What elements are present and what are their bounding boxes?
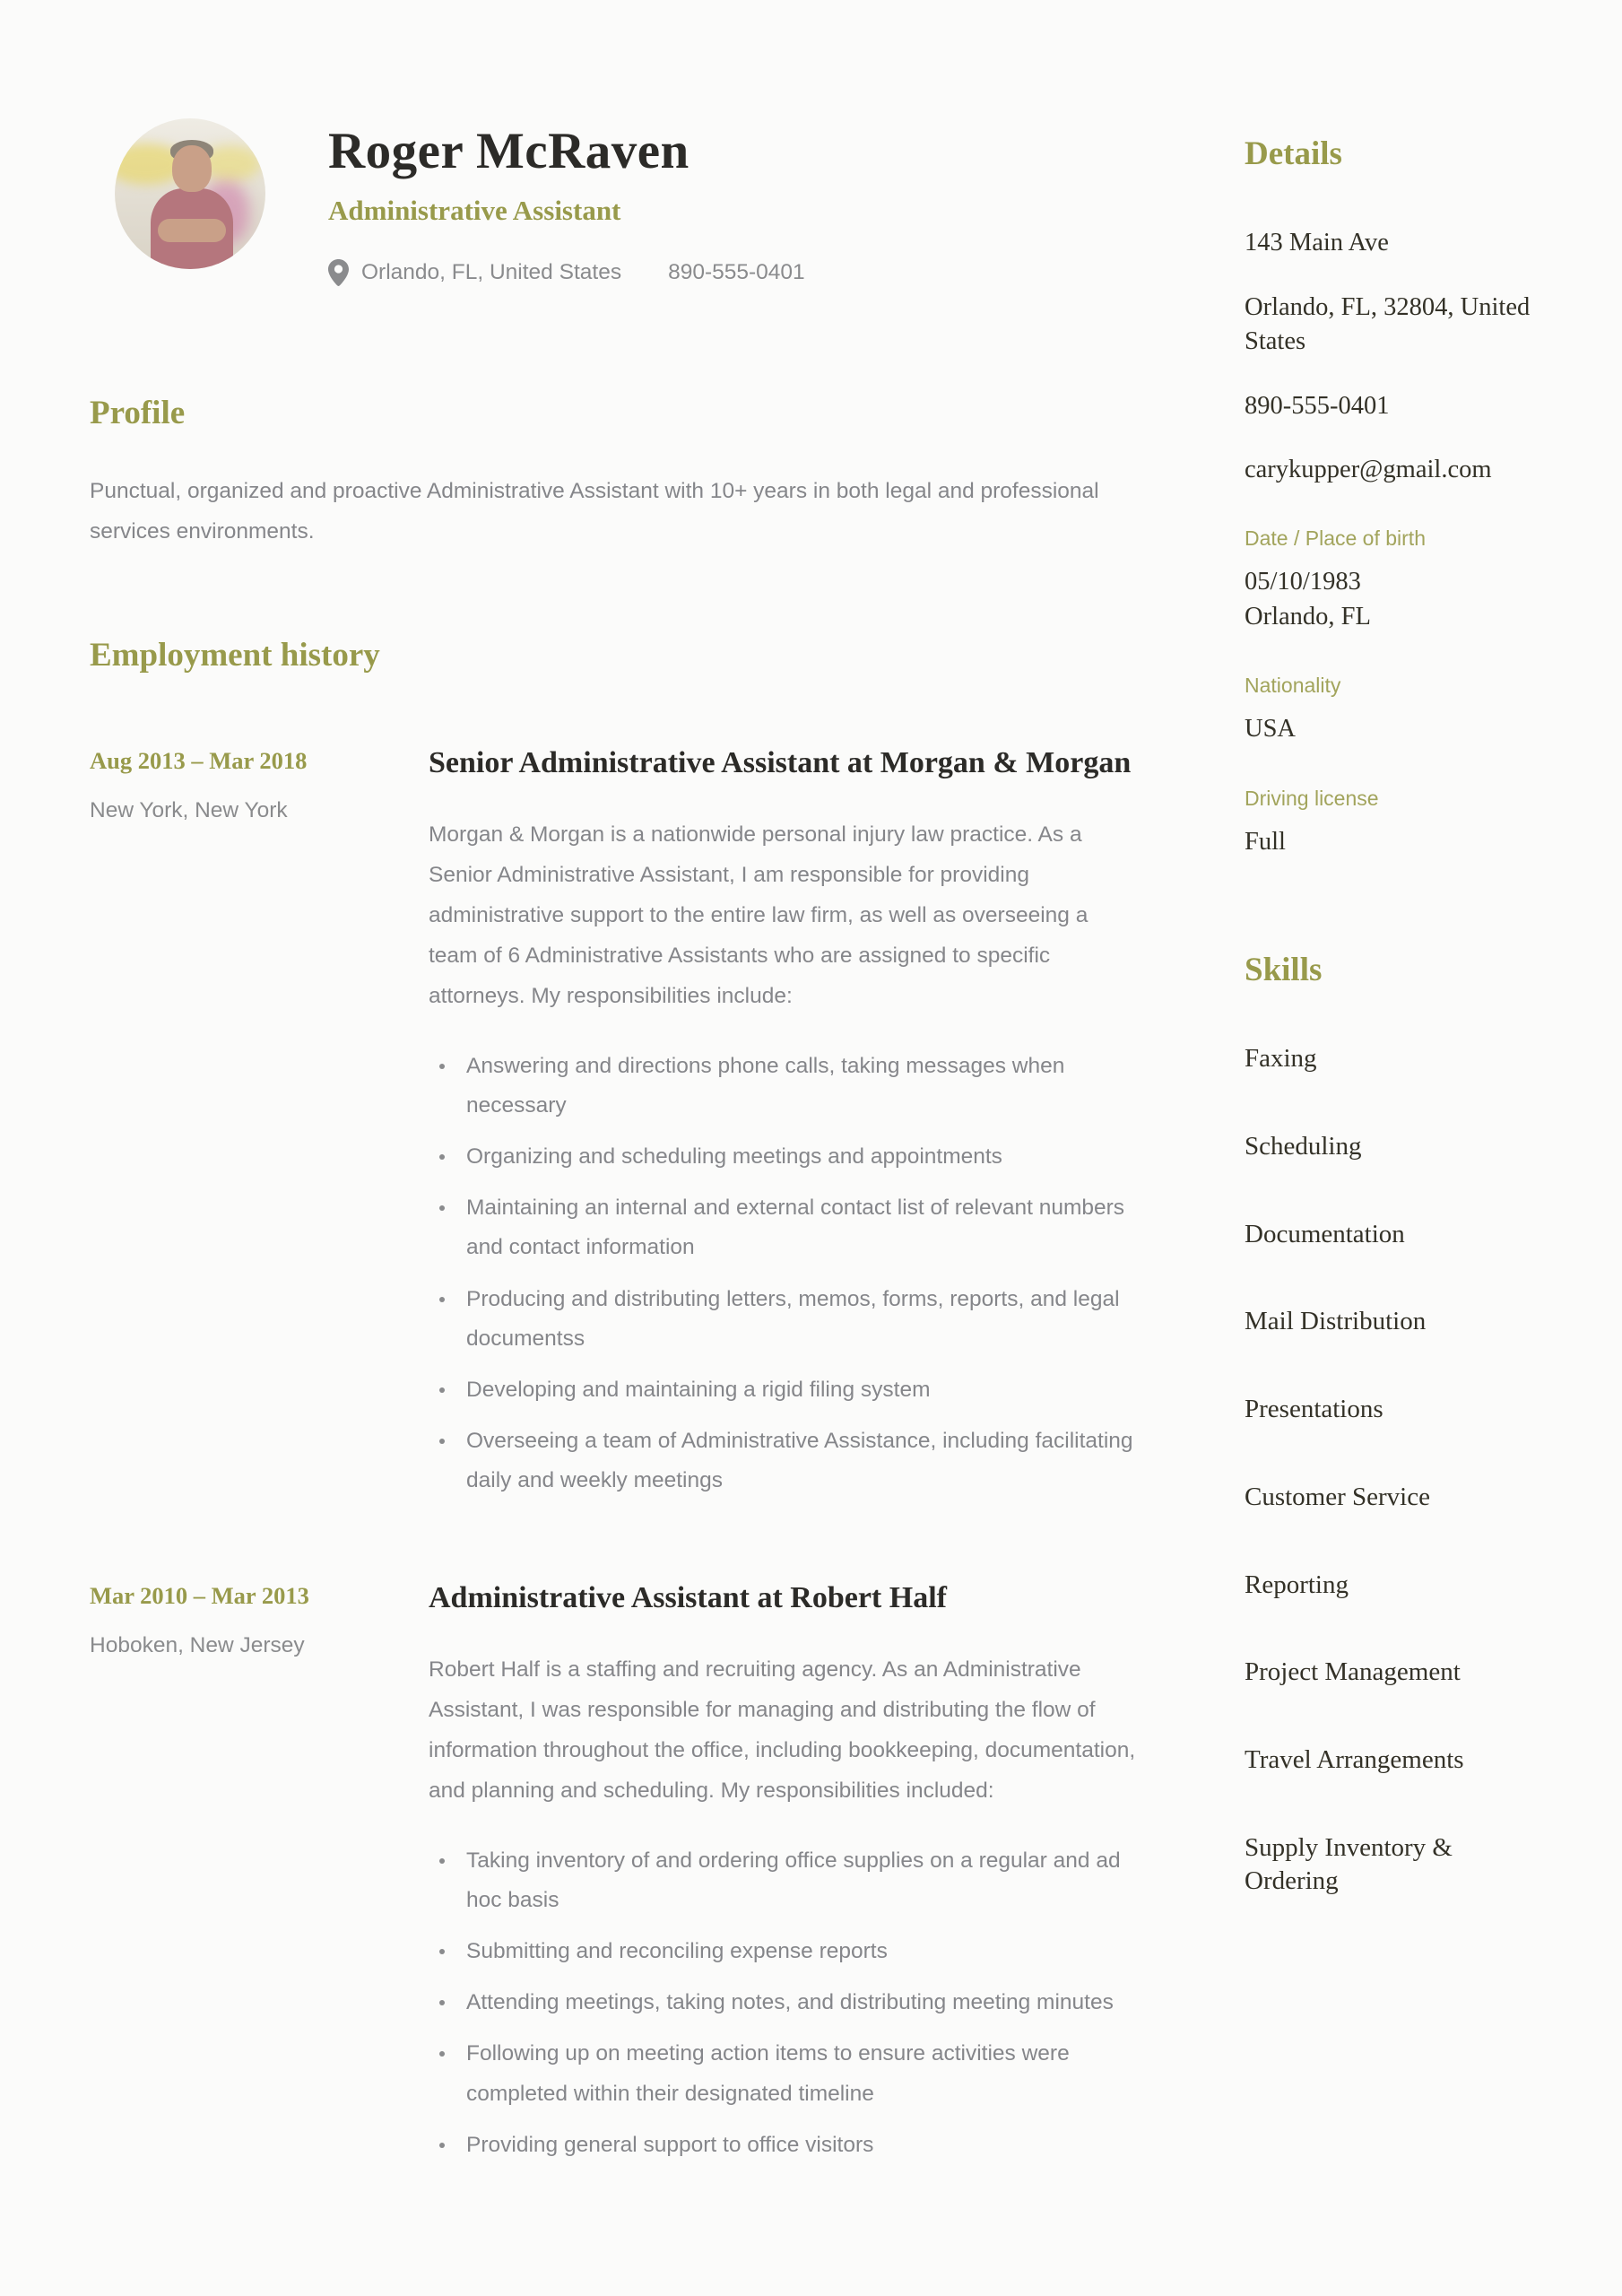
candidate-name: Roger McRaven (328, 123, 690, 179)
bullet-item: Following up on meeting action items to ensure activities were completed within their designated timeline (429, 2034, 1139, 2113)
job-dates: Mar 2010 – Mar 2013 (90, 1582, 309, 1610)
bullet-item: Attending meetings, taking notes, and distributing meeting minutes (429, 1983, 1139, 2022)
bullet-item: Answering and directions phone calls, taking messages when necessary (429, 1047, 1139, 1126)
skills-heading: Skills (1245, 952, 1323, 989)
nationality-value: USA (1245, 715, 1297, 744)
birth-values (1245, 565, 1540, 634)
nationality-pair (1245, 674, 1540, 746)
job-meta (90, 1575, 429, 2177)
address-line-2: Orlando, FL, 32804, United States (1245, 292, 1531, 356)
sidebar (1245, 0, 1540, 2296)
skill-item: Travel Arrangements (1245, 1744, 1464, 1774)
profile-text: Punctual, organized and proactive Administrative Assistant with 10+ years in both legal and professional services environments. (90, 478, 1099, 544)
birth-pair (1245, 526, 1540, 634)
job-location: New York, New York (90, 798, 288, 823)
details-block (1245, 226, 1540, 487)
photo-person-head (172, 145, 212, 192)
employment-heading: Employment history (90, 636, 380, 674)
skill-item: Mail Distribution (1245, 1307, 1427, 1336)
skill-item: Documentation (1245, 1219, 1405, 1248)
skill-item: Customer Service (1245, 1482, 1430, 1511)
birth-label: Date / Place of birth (1245, 526, 1426, 551)
job-entry (90, 1575, 1139, 2177)
skill-item: Faxing (1245, 1044, 1317, 1074)
license-value: Full (1245, 827, 1286, 856)
job-title: Administrative Assistant at Robert Half (429, 1581, 947, 1615)
job-bullet-list (429, 1841, 1139, 2165)
job-bullet-list (429, 1047, 1139, 1500)
bullet-item: Producing and distributing letters, memos, forms, reports, and legal documentss (429, 1280, 1139, 1359)
birth-date: 05/10/1983 (1245, 568, 1361, 596)
job-description: Robert Half is a staffing and recruiting agency. As an Administrative Assistant, I was responsible for managing and distributing the flow of information throughout the office, including bookkeeping, documentation, and planning and scheduling. My responsibilities included: (429, 1657, 1136, 1803)
header (0, 0, 1155, 286)
skill-item: Project Management (1245, 1657, 1461, 1687)
skill-item: Supply Inventory & Ordering (1245, 1832, 1453, 1896)
job-body (429, 740, 1139, 1512)
nationality-label: Nationality (1245, 674, 1341, 698)
bullet-item: Providing general support to office visitors (429, 2126, 1139, 2165)
candidate-job-title: Administrative Assistant (328, 194, 621, 226)
phone-text: 890-555-0401 (668, 259, 805, 284)
bullet-item: Overseeing a team of Administrative Assistance, including facilitating daily and weekly meetings (429, 1422, 1139, 1500)
header-text (328, 118, 805, 286)
skills-list (1245, 1042, 1540, 1899)
skill-item: Scheduling (1245, 1132, 1362, 1161)
bullet-item: Taking inventory of and ordering office supplies on a regular and ad hoc basis (429, 1841, 1139, 1920)
job-entry (90, 740, 1139, 1512)
license-pair (1245, 787, 1540, 859)
bullet-item: Maintaining an internal and external contact list of relevant numbers and contact information (429, 1188, 1139, 1267)
profile-photo (115, 118, 265, 269)
license-label: Driving license (1245, 786, 1379, 810)
location-pin-icon (328, 259, 349, 286)
main-column (0, 392, 1139, 2177)
profile-section (90, 392, 1139, 552)
job-meta (90, 740, 429, 1512)
job-description: Morgan & Morgan is a nationwide personal injury law practice. As a Senior Administrative Assistant, I am responsible for providing administrative support to the entire law firm, as well as overseeing a team of 6 Administrative Assistants who are assigned to specific attorneys. My responsibilities include: (429, 822, 1089, 1009)
skill-item: Reporting (1245, 1570, 1349, 1599)
details-email: carykupper@gmail.com (1245, 455, 1492, 483)
details-phone: 890-555-0401 (1245, 391, 1390, 420)
contact-row (328, 259, 805, 286)
photo-person-arms (158, 219, 226, 242)
job-location: Hoboken, New Jersey (90, 1633, 305, 1658)
skill-item: Presentations (1245, 1395, 1383, 1424)
job-body (429, 1575, 1139, 2177)
bullet-item: Organizing and scheduling meetings and appointments (429, 1137, 1139, 1177)
profile-heading: Profile (90, 394, 186, 431)
bullet-item: Developing and maintaining a rigid filing system (429, 1370, 1139, 1410)
address-line-1: 143 Main Ave (1245, 229, 1389, 257)
location-text: Orlando, FL, United States (361, 259, 622, 284)
bullet-item: Submitting and reconciling expense reports (429, 1932, 1139, 1971)
details-heading: Details (1245, 135, 1342, 172)
job-dates: Aug 2013 – Mar 2018 (90, 747, 308, 775)
birth-place: Orlando, FL (1245, 602, 1371, 631)
job-title: Senior Administrative Assistant at Morgan & Morgan (429, 746, 1132, 780)
employment-section (90, 634, 1139, 2177)
